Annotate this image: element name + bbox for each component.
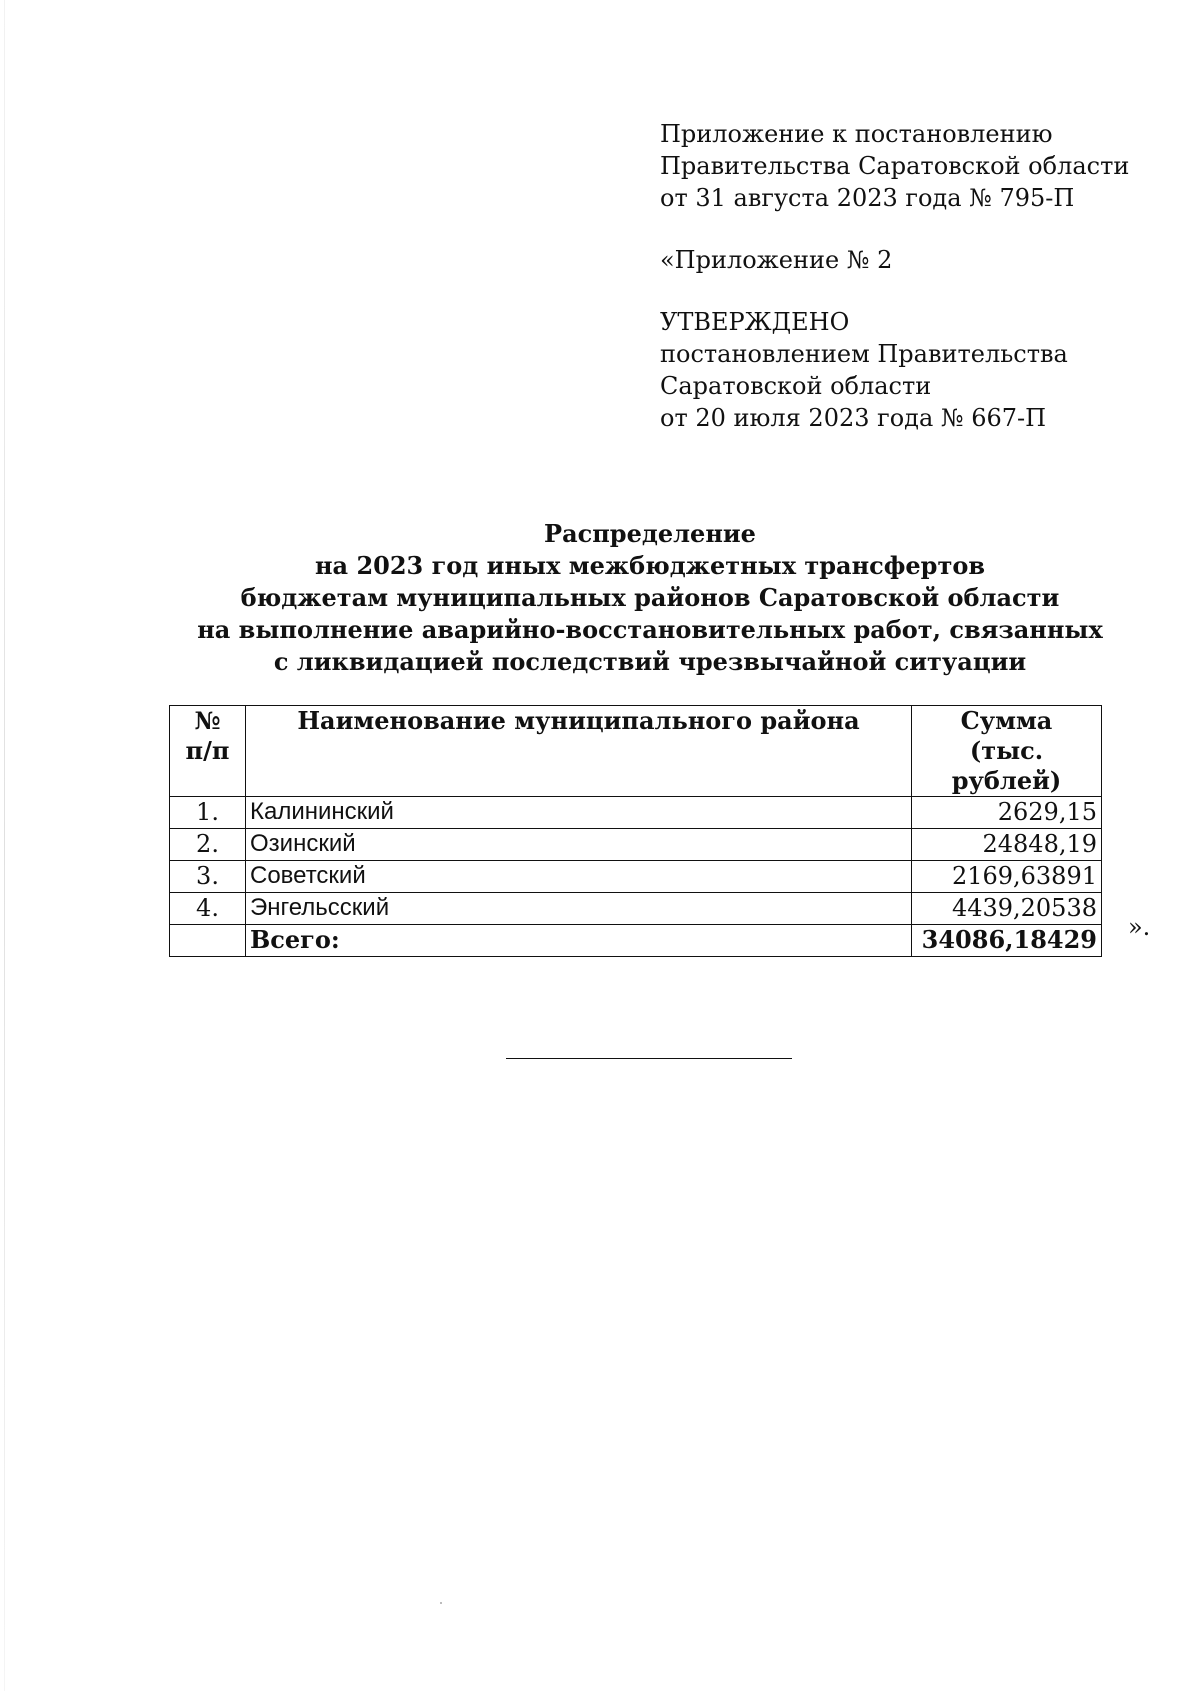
header-district-name: Наименование муниципального района [246, 706, 912, 797]
table-row [170, 893, 1102, 925]
table-header-row [170, 706, 1102, 797]
appendix-line: Правительства Саратовской области [660, 152, 1130, 180]
header-sum [912, 706, 1102, 797]
table-row [170, 797, 1102, 829]
row-district: Энгельсский [246, 893, 912, 925]
row-district: Калининский [246, 797, 912, 829]
approved-line: от 20 июля 2023 года № 667-П [660, 404, 1047, 432]
header-sum-line1: Сумма [960, 706, 1053, 735]
total-empty-cell [170, 925, 246, 957]
table-row [170, 829, 1102, 861]
title-line: Распределение [544, 519, 756, 548]
row-number: 2. [170, 829, 246, 861]
row-sum: 24848,19 [912, 829, 1102, 861]
scan-edge-artifact [4, 0, 5, 1691]
row-district: Озинский [246, 829, 912, 861]
distribution-table [169, 705, 1102, 957]
approved-line: постановлением Правительства [660, 340, 1068, 368]
header-number-line2: п/п [185, 736, 230, 765]
appendix-number [660, 244, 1140, 276]
header-block [660, 118, 1140, 434]
header-sum-line2: (тыс. рублей) [951, 736, 1062, 795]
title-line: бюджетам муниципальных районов Саратовской области [240, 583, 1060, 612]
total-label: Всего: [246, 925, 912, 957]
separator-line [506, 1058, 792, 1059]
scan-dust-dot [440, 1602, 442, 1604]
table-row [170, 861, 1102, 893]
header-number-line1: № [194, 706, 221, 735]
title-line: на 2023 год иных межбюджетных трансфертов [314, 551, 986, 580]
total-sum: 34086,18429 [912, 925, 1102, 957]
row-number: 1. [170, 797, 246, 829]
distribution-table-wrapper [169, 705, 1102, 957]
title-line: на выполнение аварийно-восстановительных работ, связанных [197, 615, 1103, 644]
closing-quote: ». [1128, 913, 1151, 941]
approval-stamp-text [660, 306, 1140, 434]
row-district: Советский [246, 861, 912, 893]
title-line: с ликвидацией последствий чрезвычайной ситуации [273, 647, 1027, 676]
appendix-reference [660, 118, 1140, 214]
document-title [120, 518, 1180, 678]
header-number [170, 706, 246, 797]
row-number: 4. [170, 893, 246, 925]
table-total-row [170, 925, 1102, 957]
appendix-number-text: «Приложение № 2 [660, 246, 893, 274]
approved-line: УТВЕРЖДЕНО [660, 308, 850, 336]
row-sum: 2169,63891 [912, 861, 1102, 893]
approved-line: Саратовской области [660, 372, 932, 400]
row-number: 3. [170, 861, 246, 893]
appendix-line: Приложение к постановлению [660, 120, 1053, 148]
appendix-line: от 31 августа 2023 года № 795-П [660, 184, 1075, 212]
row-sum: 4439,20538 [912, 893, 1102, 925]
row-sum: 2629,15 [912, 797, 1102, 829]
